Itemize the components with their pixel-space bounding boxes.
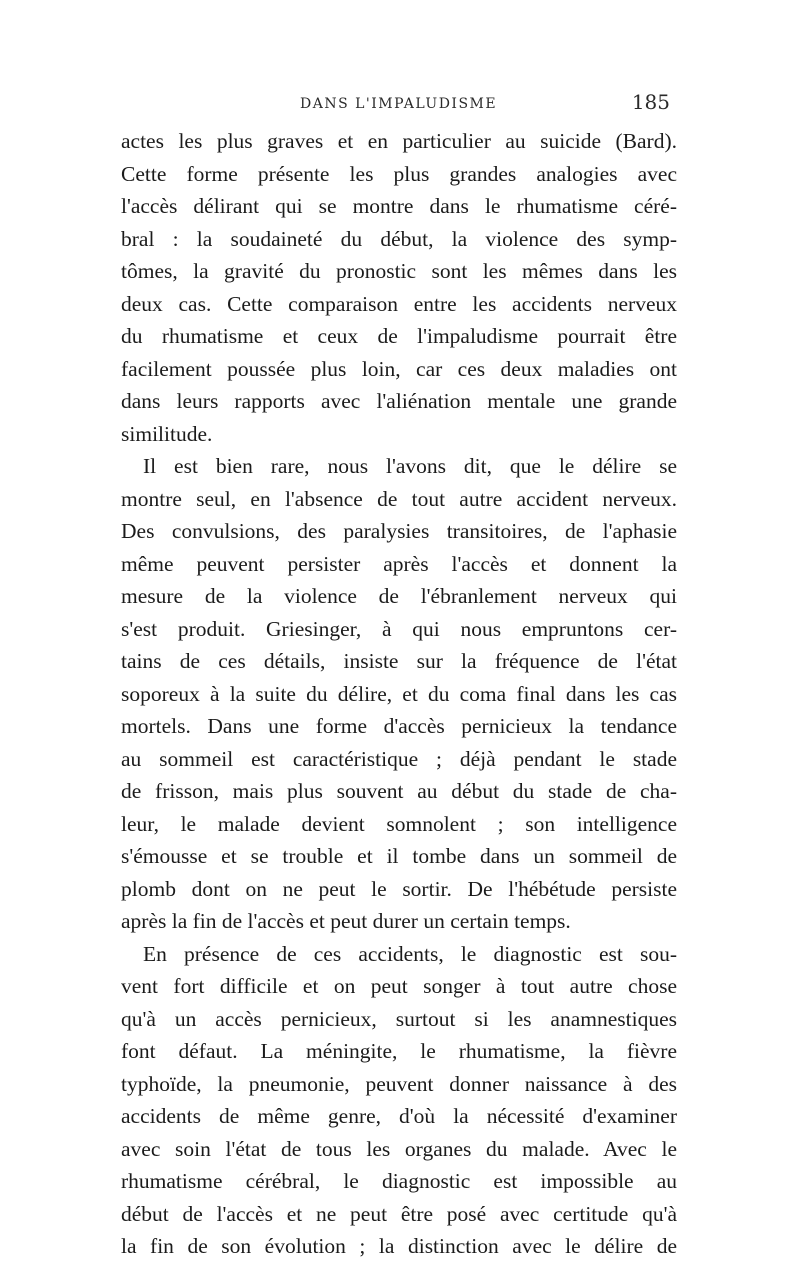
- text-line: après la fin de l'accès et peut durer un certain temps.: [121, 909, 571, 933]
- text-line: Cette forme présente les plus grandes analogies avec: [121, 161, 677, 186]
- text-line: font défaut. La méningite, le rhumatisme, la fièvre: [121, 1039, 677, 1063]
- text-line: s'est produit. Griesinger, à qui nous empruntons cer-: [121, 616, 677, 641]
- text-line: facilement poussée plus loin, car ces deux maladies ont: [121, 356, 677, 381]
- body-text: [121, 125, 677, 1263]
- text-line: Il est bien rare, nous l'avons dit, que le délire se: [143, 454, 677, 478]
- text-line: s'émousse et se trouble et il tombe dans un sommeil de: [121, 844, 677, 868]
- text-line: rhumatisme cérébral, le diagnostic est impossible au: [121, 1169, 677, 1193]
- text-line: soporeux à la suite du délire, et du coma final dans les cas: [121, 681, 677, 706]
- text-line: vent fort difficile et on peut songer à tout autre chose: [121, 974, 677, 998]
- text-line: début de l'accès et ne peut être posé avec certitude qu'à: [121, 1201, 677, 1226]
- text-line: En présence de ces accidents, le diagnostic est sou-: [143, 941, 677, 966]
- text-line: tômes, la gravité du pronostic sont les mêmes dans les: [121, 259, 677, 283]
- page-number: 185: [631, 90, 670, 114]
- text-line: de frisson, mais plus souvent au début du stade de cha-: [121, 779, 677, 803]
- text-line: accidents de même genre, d'où la nécessité d'examiner: [121, 1104, 677, 1128]
- text-line: tains de ces détails, insiste sur la fréquence de l'état: [121, 649, 677, 673]
- text-line: leur, le malade devient somnolent ; son intelligence: [121, 811, 677, 836]
- text-line: bral : la soudaineté du début, la violence des symp-: [121, 226, 677, 251]
- text-line: typhoïde, la pneumonie, peuvent donner naissance à des: [121, 1071, 677, 1096]
- text-line: plomb dont on ne peut le sortir. De l'hébétude persiste: [121, 876, 677, 901]
- text-line: Des convulsions, des paralysies transitoires, de l'aphasie: [121, 519, 677, 543]
- text-line: du rhumatisme et ceux de l'impaludisme pourrait être: [121, 324, 677, 348]
- text-line: mortels. Dans une forme d'accès pernicieux la tendance: [121, 714, 677, 738]
- text-line: avec soin l'état de tous les organes du malade. Avec le: [121, 1136, 677, 1161]
- text-line: mesure de la violence de l'ébranlement nerveux qui: [121, 584, 677, 608]
- text-line: dans leurs rapports avec l'aliénation mentale une grande: [121, 389, 677, 413]
- text-line: montre seul, en l'absence de tout autre accident nerveux.: [121, 486, 677, 511]
- text-line: actes les plus graves et en particulier au suicide (Bard).: [121, 129, 677, 153]
- text-line: qu'à un accès pernicieux, surtout si les anamnestiques: [121, 1006, 677, 1031]
- text-line: au sommeil est caractéristique ; déjà pendant le stade: [121, 746, 677, 771]
- text-line: la fin de son évolution ; la distinction avec le délire de: [121, 1234, 677, 1258]
- running-head: [120, 90, 670, 118]
- text-line: deux cas. Cette comparaison entre les accidents nerveux: [121, 291, 677, 316]
- text-line: similitude.: [121, 421, 213, 446]
- text-line: l'accès délirant qui se montre dans le rhumatisme céré-: [121, 194, 677, 218]
- running-title: DANS L'IMPALUDISME: [300, 96, 498, 112]
- text-line: même peuvent persister après l'accès et donnent la: [121, 551, 677, 576]
